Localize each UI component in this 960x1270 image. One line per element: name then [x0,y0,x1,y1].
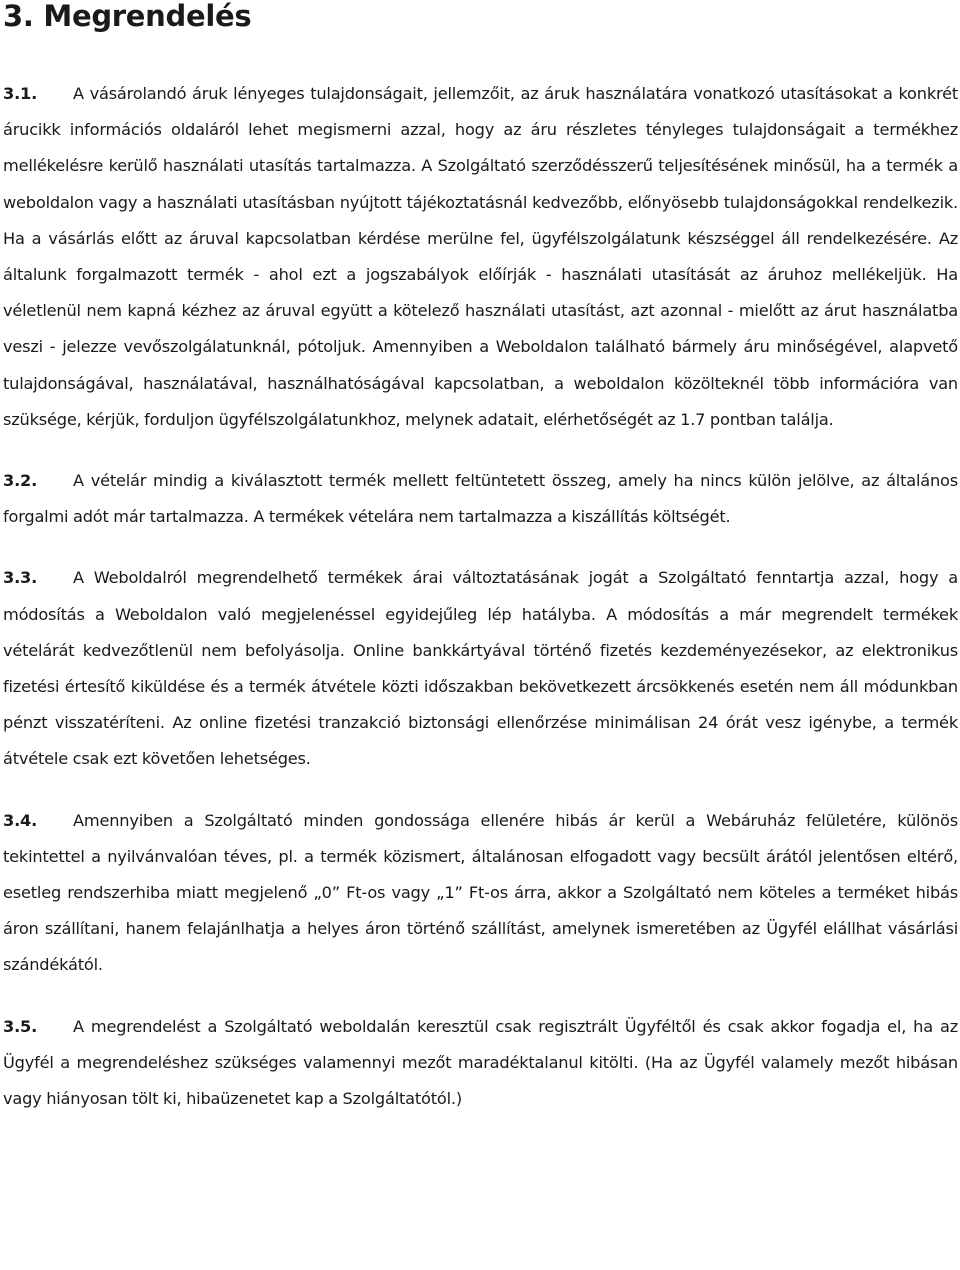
sections-list [3,76,958,1117]
section-number: 3.3. [3,568,38,588]
section-text: A vételár mindig a kiválasztott termék mellett feltüntetett összeg, amely ha nincs külön jelölve, az általános forgalmi adót már tartalmazza. A termékek vételára nem tartalmazza a kiszállítás költségét. [3,471,958,527]
section-3-1 [3,76,958,438]
section-3-2 [3,463,958,535]
section-heading: 3. Megrendelés [3,0,252,33]
section-number: 3.5. [3,1016,38,1036]
section-3-3 [3,560,958,777]
section-3-4 [3,803,958,984]
section-text: A vásárolandó áruk lényeges tulajdonságait, jellemzőit, az áruk használatára vonatkozó utasításokat a konkrét árucikk információs oldaláról lehet megismerni azzal, hogy az áru részletes tényleges tulajdonságait a termékhez mellékelésre kerülő használati utasítás tartalmazza. A Szolgáltató szerződésszerű teljesítésének minősül, ha a termék a weboldalon vagy a használati utasításban nyújtott tájékoztatásnál kedvezőbb, előnyösebb tulajdonságokkal rendelkezik. Ha a vásárlás előtt az áruval kapcsolatban kérdése merülne fel, ügyfélszolgálatunk készséggel áll rendelkezésére. Az általunk forgalmazott termék - ahol ezt a jogszabályok előírják - használati utasítását az áruhoz mellékeljük. Ha véletlenül nem kapná kézhez az áruval együtt a kötelező használati utasítást, azt azonnal - mielőtt az árut használatba veszi - jelezze vevőszolgálatunknál, pótoljuk. Amennyiben a Weboldalon található bármely áru minőségével, alapvető tulajdonságával, használatával, használhatóságával kapcsolatban, a weboldalon közölteknél több információra van szüksége, kérjük, forduljon ügyfélszolgálatunkhoz, melynek adatait, elérhetőségét az 1.7 pontban találja. [3,84,958,429]
section-text: Amennyiben a Szolgáltató minden gondossága ellenére hibás ár kerül a Webáruház felületére, különös tekintettel a nyilvánvalóan téves, pl. a termék közismert, általánosan elfogadott vagy becsült árától jelentősen eltérő, esetleg rendszerhiba miatt megjelenő „0” Ft-os vagy „1” Ft-os árra, akkor a Szolgáltató nem köteles a terméket hibás áron szállítani, hanem felajánlhatja a helyes áron történő szállítást, amelynek ismeretében az Ügyfél elállhat vásárlási szándékától. [3,810,958,975]
section-text: A Weboldalról megrendelhető termékek árai változtatásának jogát a Szolgáltató fenntartja azzal, hogy a módosítás a Weboldalon való megjelenéssel egyidejűleg lép hatályba. A módosítás a már megrendelt termékek vételárát kedvezőtlenül nem befolyásolja. Online bankkártyával történő fizetés kezdeményezésekor, az elektronikus fizetési értesítő kiküldése és a termék átvétele közti időszakban bekövetkezett árcsökkenés esetén nem áll módunkban pénzt visszatéríteni. Az online fizetési tranzakció biztonsági ellenőrzése minimálisan 24 órát vesz igénybe, a termék átvétele csak ezt követően lehetséges. [3,568,958,769]
section-number: 3.1. [3,84,38,103]
section-3-5 [3,1009,958,1118]
section-number: 3.2. [3,471,38,491]
section-text: A megrendelést a Szolgáltató weboldalán keresztül csak regisztrált Ügyféltől és csak akkor fogadja el, ha az Ügyfél a megrendeléshez szükséges valamennyi mezőt maradéktalanul kitölti. (Ha az Ügyfél valamely mezőt hibásan vagy hiányosan tölt ki, hibaüzenetet kap a Szolgáltatótól.) [3,1016,958,1109]
section-number: 3.4. [3,810,38,830]
